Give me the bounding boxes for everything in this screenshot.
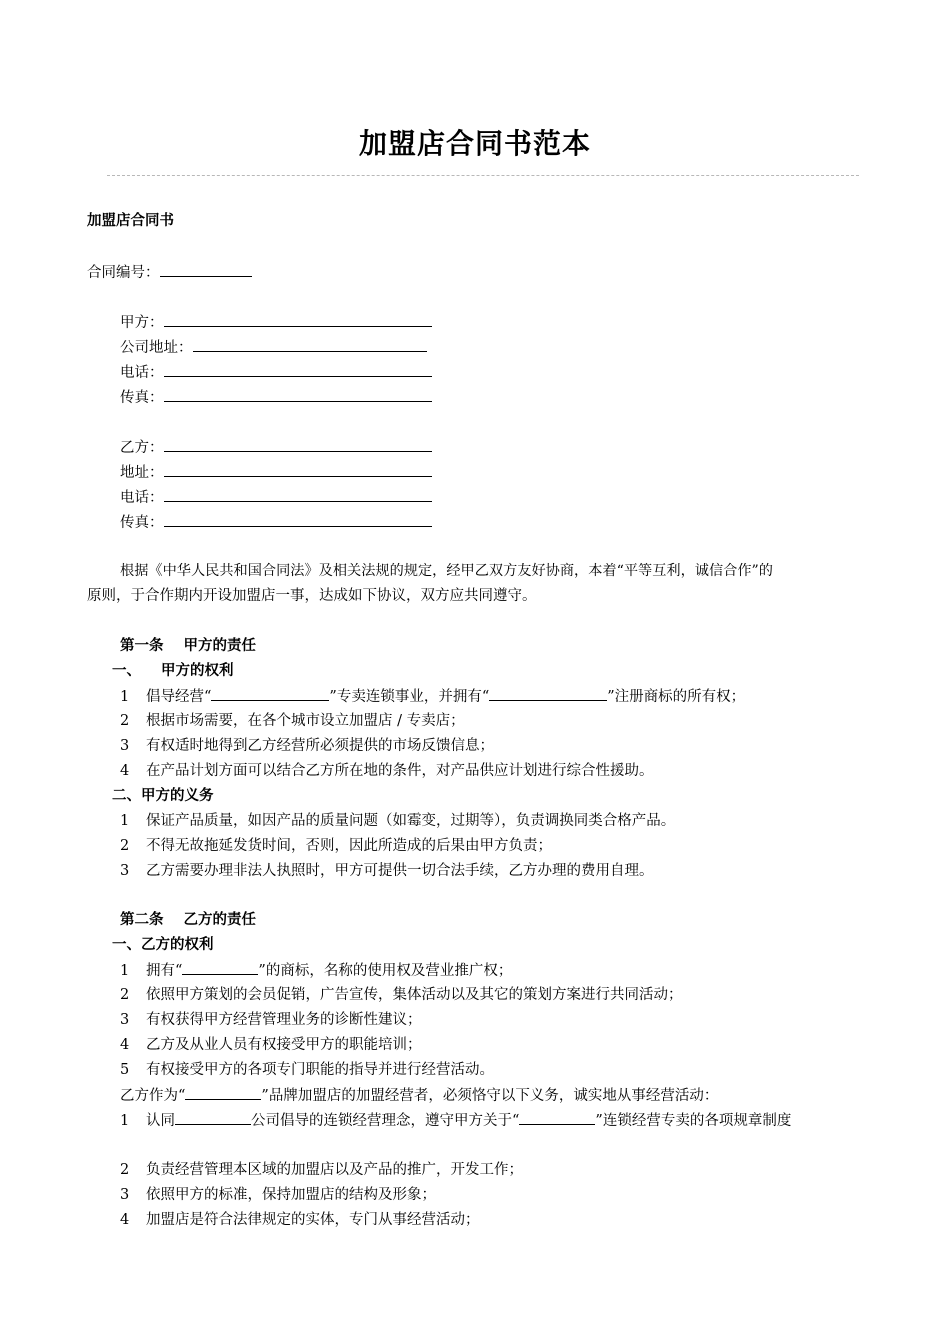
list-item: 1 拥有“ ”的商标，名称的使用权及营业推广权； bbox=[120, 960, 512, 981]
list-item: 3 有权适时地得到乙方经营所必须提供的市场反馈信息； bbox=[120, 738, 494, 754]
party-a-address-row bbox=[120, 337, 427, 358]
party-b-address-row bbox=[120, 462, 432, 483]
party-a-fax-field[interactable] bbox=[164, 387, 432, 402]
company-name-blank[interactable] bbox=[175, 1110, 251, 1125]
party-b-phone-row bbox=[120, 487, 432, 508]
article-2-name: 乙方的责任 bbox=[183, 912, 256, 928]
list-item: 1 倡导经营“ ”专卖连锁事业，并拥有“ ”注册商标的所有权； bbox=[120, 686, 745, 707]
list-item: 3 有权获得甲方经营管理业务的诊断性建议； bbox=[120, 1012, 422, 1028]
list-item: 2 依照甲方策划的会员促销，广告宣传，集体活动以及其它的策划方案进行共同活动； bbox=[120, 987, 683, 1003]
list-item: 1 保证产品质量，如因产品的质量问题（如霉变，过期等），负责调换同类合格产品。 bbox=[120, 813, 676, 829]
list-item: 5 有权接受甲方的各项专门职能的指导并进行经营活动。 bbox=[120, 1062, 494, 1078]
party-b-name-label: 乙方： bbox=[120, 440, 164, 456]
preamble-line-2: 原则，于合作期内开设加盟店一事，达成如下协议，双方应共同遵守。 bbox=[87, 588, 537, 604]
party-b-phone-label: 电话： bbox=[120, 490, 164, 506]
party-a-address-label: 公司地址： bbox=[120, 340, 193, 356]
list-item: 1 认同 公司倡导的连锁经营理念，遵守甲方关于“ ”连锁经营专卖的各项规章制度 bbox=[120, 1110, 791, 1131]
party-a-address-field[interactable] bbox=[193, 337, 427, 352]
article-1-name: 甲方的责任 bbox=[183, 638, 256, 654]
party-a-phone-field[interactable] bbox=[164, 362, 432, 377]
title-divider bbox=[107, 175, 859, 176]
party-a-phone-label: 电话： bbox=[120, 365, 164, 381]
party-a-name-label: 甲方： bbox=[120, 315, 164, 331]
party-a-fax-label: 传真： bbox=[120, 390, 164, 406]
party-b-fax-row bbox=[120, 512, 432, 533]
article-1-rights-title bbox=[112, 661, 234, 681]
article-1-duties-title: 二、甲方的义务 bbox=[112, 788, 214, 804]
chain-name-blank[interactable] bbox=[519, 1110, 595, 1125]
party-b-fax-field[interactable] bbox=[164, 512, 432, 527]
contract-number-row bbox=[87, 262, 252, 283]
party-b-address-field[interactable] bbox=[164, 462, 432, 477]
trademark-name-blank[interactable] bbox=[182, 960, 258, 975]
list-item: 4 加盟店是符合法律规定的实体，专门从事经营活动； bbox=[120, 1212, 480, 1228]
list-item: 4 乙方及从业人员有权接受甲方的职能培训； bbox=[120, 1037, 422, 1053]
party-a-name-row bbox=[120, 312, 432, 333]
contract-number-field[interactable] bbox=[160, 262, 252, 277]
duties-intro: 乙方作为“ ”品牌加盟店的加盟经营者，必须恪守以下义务，诚实地从事经营活动： bbox=[120, 1085, 718, 1106]
article-2-number: 第二条 bbox=[120, 912, 164, 928]
party-b-fax-label: 传真： bbox=[120, 515, 164, 531]
contract-heading: 加盟店合同书 bbox=[87, 213, 174, 229]
list-item: 3 依照甲方的标准，保持加盟店的结构及形象； bbox=[120, 1187, 436, 1203]
party-a-phone-row bbox=[120, 362, 432, 383]
brand-name-blank[interactable] bbox=[185, 1085, 261, 1100]
preamble-line-1: 根据《中华人民共和国合同法》及相关法规的规定，经甲乙双方友好协商，本着“平等互利，诚信合作”的 bbox=[120, 563, 773, 579]
list-item: 2 负责经营管理本区域的加盟店以及产品的推广，开发工作； bbox=[120, 1162, 523, 1178]
article-1-number: 第一条 bbox=[120, 638, 164, 654]
party-b-name-field[interactable] bbox=[164, 437, 432, 452]
rights-index: 一、 bbox=[112, 663, 141, 679]
article-2-title bbox=[120, 910, 256, 930]
trademark-blank[interactable] bbox=[489, 686, 607, 701]
party-a-fax-row bbox=[120, 387, 432, 408]
contract-number-label: 合同编号： bbox=[87, 265, 160, 281]
party-a-name-field[interactable] bbox=[164, 312, 432, 327]
party-b-phone-field[interactable] bbox=[164, 487, 432, 502]
party-b-address-label: 地址： bbox=[120, 465, 164, 481]
article-2-rights-title: 一、乙方的权利 bbox=[112, 937, 214, 953]
rights-heading: 甲方的权利 bbox=[161, 663, 234, 679]
list-item: 2 根据市场需要，在各个城市设立加盟店 / 专卖店； bbox=[120, 713, 465, 729]
list-item: 2 不得无故拖延发货时间，否则，因此所造成的后果由甲方负责； bbox=[120, 838, 552, 854]
list-item: 4 在产品计划方面可以结合乙方所在地的条件，对产品供应计划进行综合性援助。 bbox=[120, 763, 654, 779]
brand-blank[interactable] bbox=[211, 686, 329, 701]
party-b-name-row bbox=[120, 437, 432, 458]
list-item: 3 乙方需要办理非法人执照时，甲方可提供一切合法手续，乙方办理的费用自理。 bbox=[120, 863, 654, 879]
article-1-title bbox=[120, 636, 256, 656]
document-title: 加盟店合同书范本 bbox=[358, 127, 591, 160]
